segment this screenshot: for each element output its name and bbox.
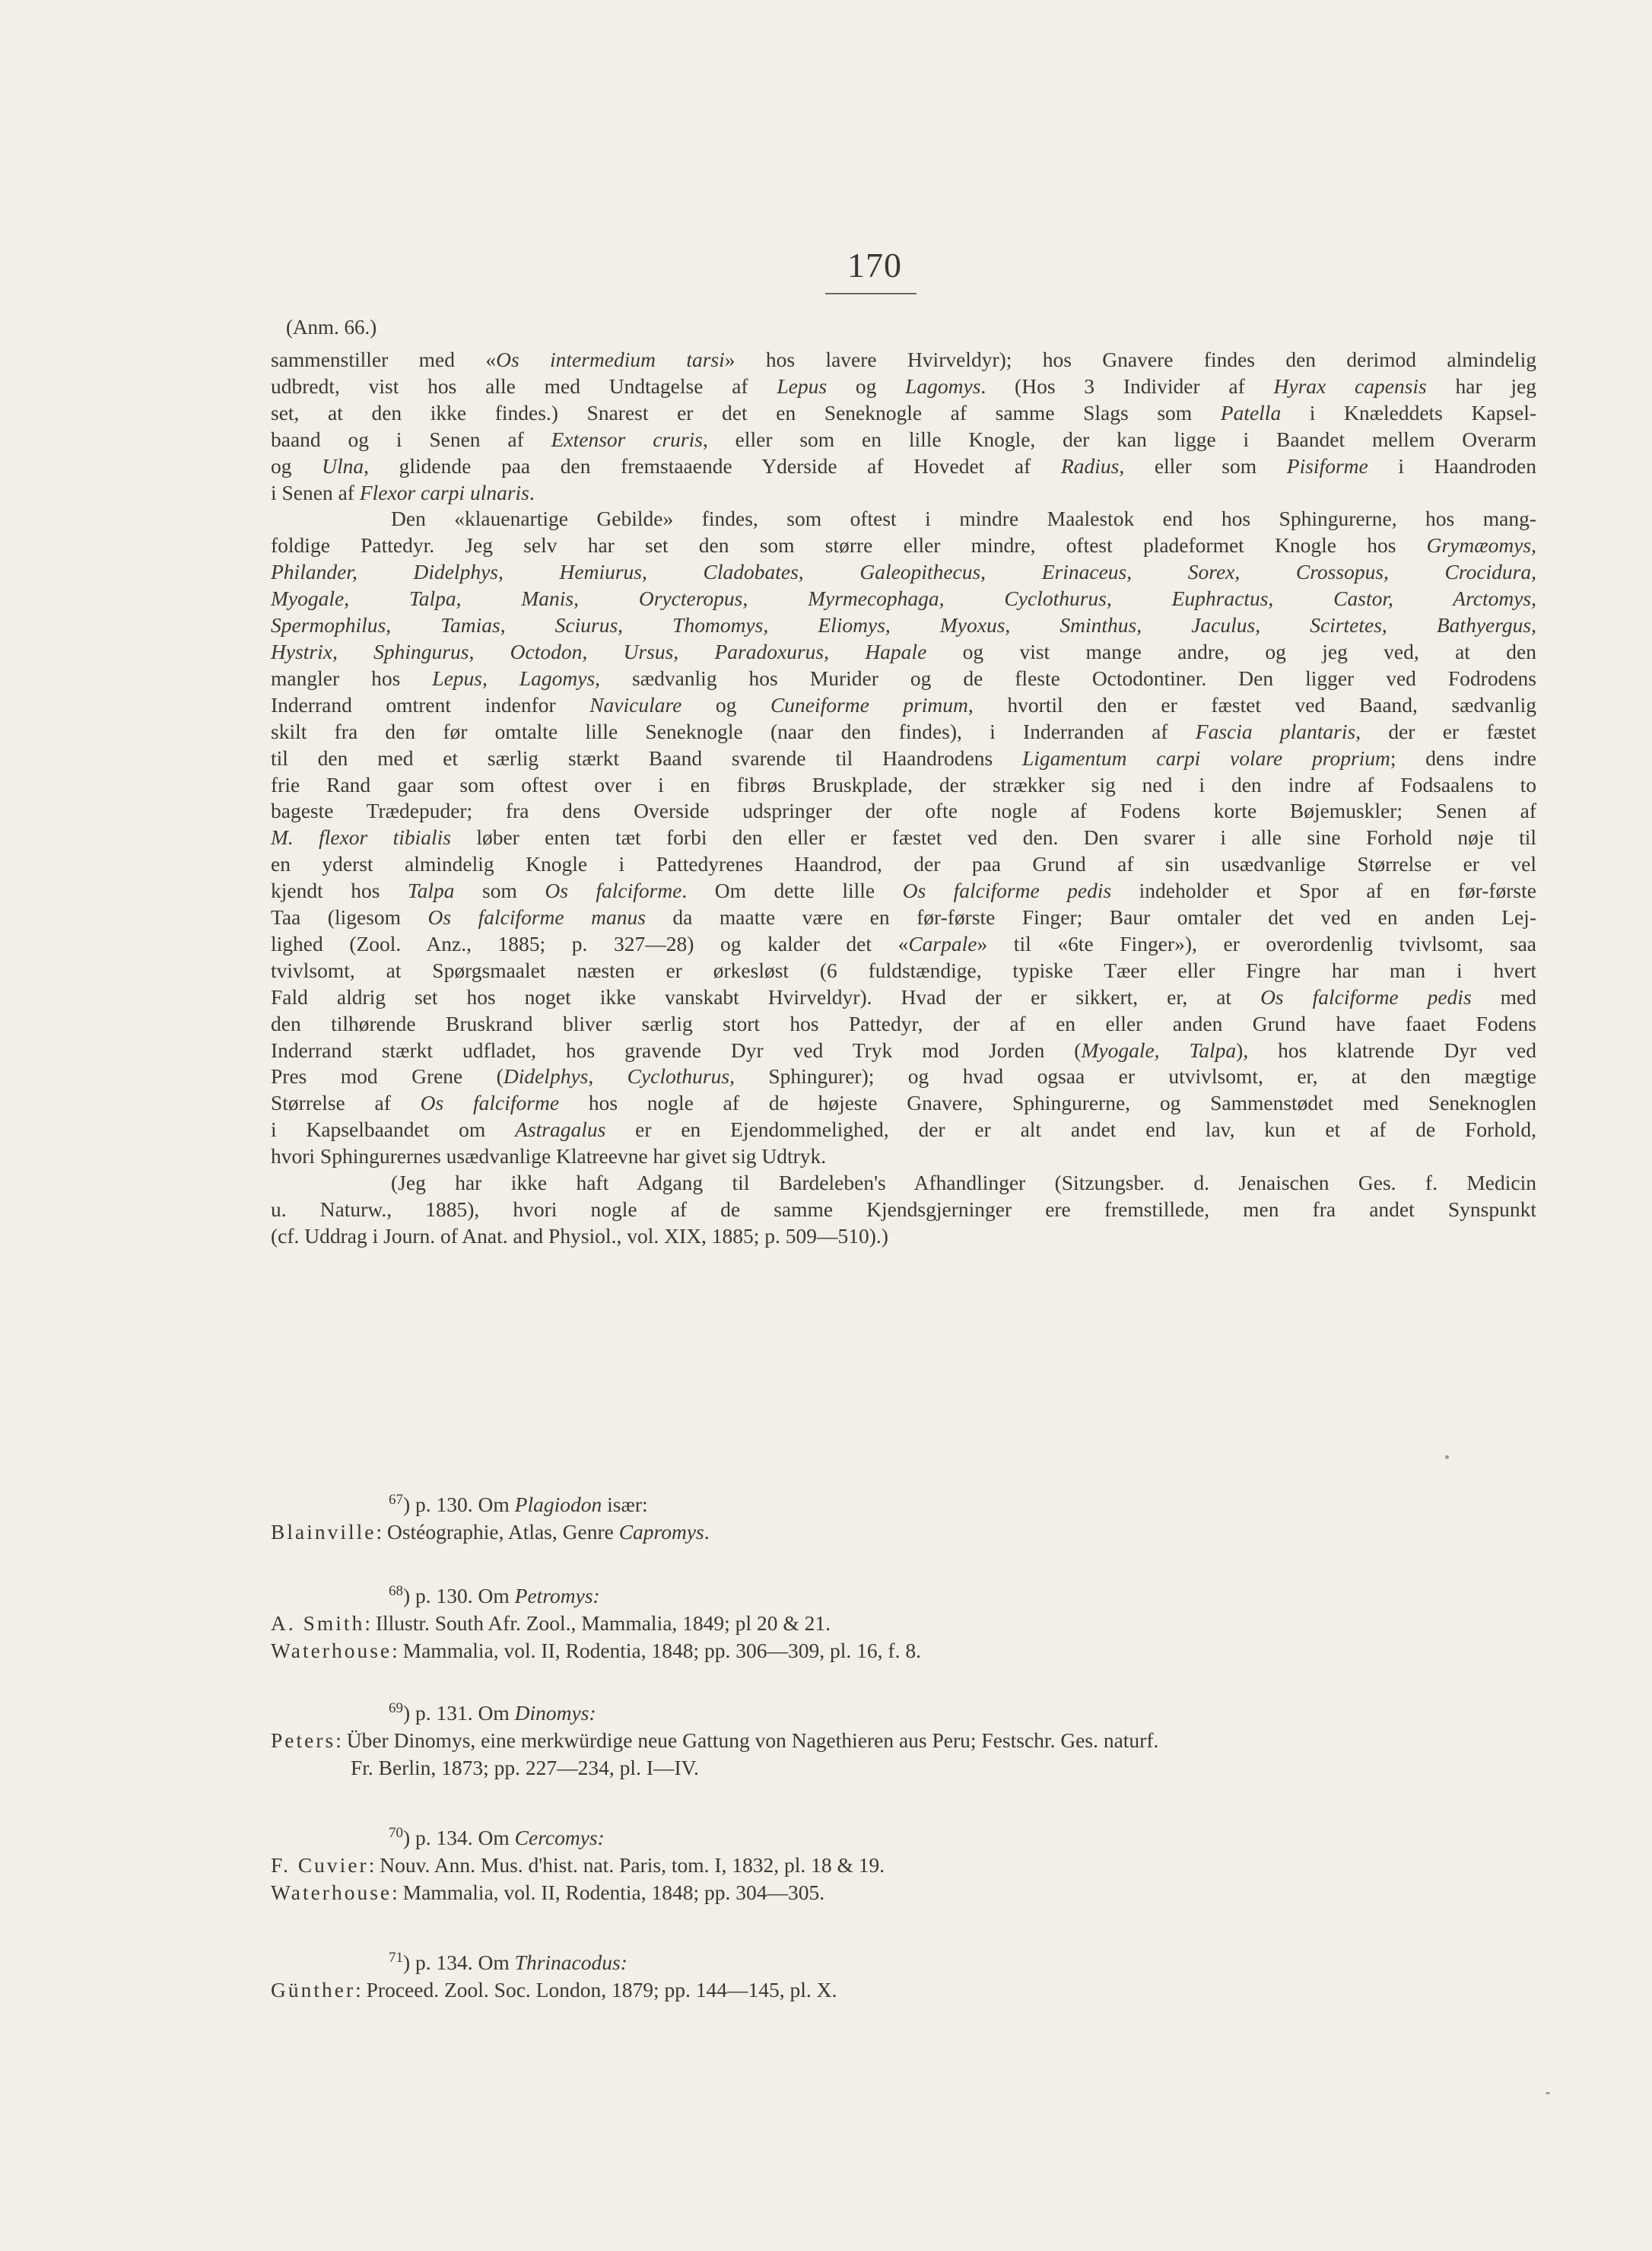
- paper-speck: [1546, 2092, 1550, 2094]
- footnote-heading: [271, 1949, 1536, 1976]
- reference-author: F. Cuvier: [271, 1853, 369, 1877]
- footnote-head-text: ) p. 131. Om: [403, 1701, 515, 1725]
- footnote-reference: [271, 1852, 1536, 1879]
- footnote-reference-continuation: Fr. Berlin, 1873; pp. 227—234, pl. I—IV.: [351, 1756, 699, 1779]
- reference-author: Waterhouse: [271, 1639, 392, 1662]
- page-number-rule: [825, 293, 917, 294]
- reference-text: : Proceed. Zool. Soc. London, 1879; pp. 144—145, pl. X.: [355, 1978, 837, 2001]
- text-line: Spermophilus, Tamias, Sciurus, Thomomys, Eliomys, Myoxus, Sminthus, Jaculus, Scirtetes, Bathyergus,: [271, 613, 1536, 637]
- text-line: i Senen af Flexor carpi ulnaris.: [271, 480, 535, 504]
- reference-italic: Capromys: [618, 1520, 704, 1544]
- text-line: den tilhørende Bruskrand bliver særlig stort hos Pattedyr, der af en eller anden Grund have faaet Fodens: [271, 1011, 1536, 1035]
- footnote-heading: [271, 1824, 1536, 1852]
- footnote-taxon: Dinomys:: [514, 1701, 596, 1725]
- text-line: i Kapselbaandet om Astragalus er en Ejendommelighed, der er alt andet end lav, kun et af de Forhold,: [271, 1118, 1536, 1142]
- reference-text: : Ostéographie, Atlas, Genre: [376, 1520, 619, 1544]
- footnote-heading: [271, 1491, 1536, 1518]
- text-line: frie Rand gaar som oftest over i en fibrøs Bruskplade, der strækker sig ned i den indre af Fodsaalens to: [271, 772, 1536, 796]
- text-line: og Ulna, glidende paa den fremstaaende Yderside af Hovedet af Radius, eller som Pisiforme i Haandroden: [271, 453, 1537, 478]
- text-line: Inderrand omtrent indenfor Naviculare og Cuneiforme primum, hvortil den er fæstet ved Baand, sædvanlig: [271, 692, 1536, 717]
- footnote-taxon: Cercomys:: [514, 1826, 605, 1849]
- text-line: Philander, Didelphys, Hemiurus, Cladobates, Galeopithecus, Erinaceus, Sorex, Crossopus, Crocidura,: [271, 560, 1536, 584]
- main-text: [271, 347, 1536, 1250]
- reference-text: : Mammalia, vol. II, Rodentia, 1848; pp. 304—305.: [392, 1881, 825, 1904]
- footnote-number: 67: [389, 1491, 403, 1508]
- footnote-head-text: ) p. 130. Om: [403, 1493, 515, 1516]
- footnote-reference: [271, 1879, 1536, 1906]
- text-line: til den med et særlig stærkt Baand svarende til Haandrodens Ligamentum carpi volare proprium; dens indre: [271, 746, 1536, 770]
- footnote-number: 68: [389, 1582, 403, 1599]
- text-line: Pres mod Grene (Didelphys, Cyclothurus, Sphingurer); og hvad ogsaa er utvivlsomt, er, at den mægtige: [271, 1064, 1536, 1089]
- text-line: skilt fra den før omtalte lille Seneknogle (naar den findes), i Inderranden af Fascia plantaris, der er fæstet: [271, 719, 1537, 743]
- footnote-number: 71: [389, 1949, 403, 1966]
- footnote-head-text: ) p. 134. Om: [403, 1826, 515, 1849]
- text-line: Fald aldrig set hos noget ikke vanskabt Hvirveldyr). Hvad der er sikkert, er, at Os falciforme pedis med: [271, 984, 1536, 1009]
- text-line: hvori Sphingurernes usædvanlige Klatreevne har givet sig Udtryk.: [271, 1144, 827, 1168]
- footnote-71: [271, 1949, 1536, 2004]
- reference-text: : Mammalia, vol. II, Rodentia, 1848; pp. 306—309, pl. 16, f. 8.: [392, 1639, 921, 1662]
- text-line: Den «klauenartige Gebilde» findes, som oftest i mindre Maalestok end hos Sphingurerne, hos mang-: [391, 507, 1536, 531]
- footnote-number: 70: [389, 1824, 403, 1841]
- footnote-68: [271, 1582, 1536, 1664]
- footnote-reference: [271, 1976, 1536, 2004]
- text-line: en yderst almindelig Knogle i Pattedyrenes Haandrod, der paa Grund af sin usædvanlige Størrelse er vel: [271, 852, 1536, 876]
- text-line: Myogale, Talpa, Manis, Orycteropus, Myrmecophaga, Cyclothurus, Euphractus, Castor, Arctomys,: [271, 587, 1536, 611]
- reference-author: Blainville: [271, 1520, 376, 1544]
- text-line: Taa (ligesom Os falciforme manus da maatte være en før-første Finger; Baur omtaler det ved en anden Lej-: [271, 905, 1536, 930]
- reference-text: : Nouv. Ann. Mus. d'hist. nat. Paris, tom. I, 1832, pl. 18 & 19.: [368, 1853, 885, 1877]
- footnote-70: [271, 1824, 1536, 1906]
- text-line: (cf. Uddrag i Journ. of Anat. and Physiol., vol. XIX, 1885; p. 509—510).): [271, 1223, 888, 1248]
- footnote-taxon: Thrinacodus:: [514, 1951, 627, 1974]
- footnote-head-text: ) p. 134. Om: [403, 1951, 515, 1974]
- reference-author: Waterhouse: [271, 1881, 392, 1904]
- text-line: lighed (Zool. Anz., 1885; p. 327—28) og kalder det «Carpale» til «6te Finger»), er overordenlig tvivlsomt, saa: [271, 931, 1536, 955]
- paper-speck: [1445, 1455, 1449, 1459]
- footnote-reference: [271, 1727, 1536, 1754]
- text-line: sammenstiller med «Os intermedium tarsi» hos lavere Hvirveldyr); hos Gnavere findes den derimod almindelig: [271, 348, 1537, 371]
- text-line: u. Naturw., 1885), hvori nogle af de samme Kjendsgjerninger ere fremstillede, men fra andet Synspunkt: [271, 1197, 1536, 1221]
- reference-author: A. Smith: [271, 1611, 365, 1635]
- text-line: M. flexor tibialis løber enten tæt forbi den eller er fæstet ved den. Den svarer i alle sine Forhold nøje til: [271, 825, 1536, 850]
- text-line: Størrelse af Os falciforme hos nogle af de højeste Gnavere, Sphingurerne, og Sammenstødet med Seneknoglen: [271, 1091, 1536, 1115]
- text-line: tvivlsomt, at Spørgsmaalet næsten er ørkesløst (6 fuldstændige, typiske Tæer eller Fingre har man i hvert: [271, 958, 1536, 982]
- text-line: set, at den ikke findes.) Snarest er det en Seneknogle af samme Slags som Patella i Knæleddets Kapsel-: [271, 400, 1536, 424]
- reference-author: Günther: [271, 1978, 356, 2001]
- footnote-number: 69: [389, 1699, 403, 1716]
- note-reference: (Anm. 66.): [286, 316, 377, 339]
- footnote-69: [271, 1699, 1536, 1782]
- footnote-reference: [271, 1610, 1536, 1637]
- reference-text: : Über Dinomys, eine merkwürdige neue Gattung von Nagethieren aus Peru; Festschr. Ges. naturf.: [335, 1728, 1159, 1752]
- footnote-head-text: ) p. 130. Om: [403, 1584, 515, 1607]
- text-line: (Jeg har ikke haft Adgang til Bardeleben's Afhandlinger (Sitzungsber. d. Jenaischen Ges. f. Medicin: [391, 1171, 1536, 1195]
- text-line: Hystrix, Sphingurus, Octodon, Ursus, Paradoxurus, Hapale og vist mange andre, og jeg ved, at den: [271, 639, 1536, 663]
- footnote-reference: [271, 1518, 1536, 1546]
- footnote-67: [271, 1491, 1536, 1546]
- text-line: kjendt hos Talpa som Os falciforme. Om dette lille Os falciforme pedis indeholder et Spor af en før-første: [271, 879, 1536, 903]
- page-number: 170: [847, 246, 902, 285]
- reference-text: : Illustr. South Afr. Zool., Mammalia, 1849; pl 20 & 21.: [364, 1611, 831, 1635]
- text-line: baand og i Senen af Extensor cruris, eller som en lille Knogle, der kan ligge i Baandet mellem Overarm: [271, 427, 1536, 451]
- reference-author: Peters: [271, 1728, 336, 1752]
- footnote-reference: [271, 1637, 1536, 1664]
- footnote-taxon: Plagiodon: [514, 1493, 602, 1516]
- footnote-head-tail: især:: [602, 1493, 648, 1516]
- footnote-taxon: Petromys:: [514, 1584, 600, 1607]
- footnote-heading: [271, 1699, 1536, 1727]
- text-line: Inderrand stærkt udfladet, hos gravende Dyr ved Tryk mod Jorden (Myogale, Talpa), hos klatrende Dyr ved: [271, 1038, 1536, 1062]
- footnote-heading: [271, 1582, 1536, 1610]
- reference-tail: .: [704, 1520, 710, 1544]
- text-line: bageste Trædepuder; fra dens Overside udspringer der ofte nogle af Fodens korte Bøjemuskler; Senen af: [271, 799, 1536, 823]
- text-line: foldige Pattedyr. Jeg selv har set den som større eller mindre, oftest pladeformet Knogle hos Grymæomys,: [271, 533, 1536, 558]
- text-line: mangler hos Lepus, Lagomys, sædvanlig hos Murider og de fleste Octodontiner. Den ligger ved Fodrodens: [271, 666, 1536, 690]
- text-line: udbredt, vist hos alle med Undtagelse af Lepus og Lagomys. (Hos 3 Individer af Hyrax capensis har jeg: [271, 374, 1536, 398]
